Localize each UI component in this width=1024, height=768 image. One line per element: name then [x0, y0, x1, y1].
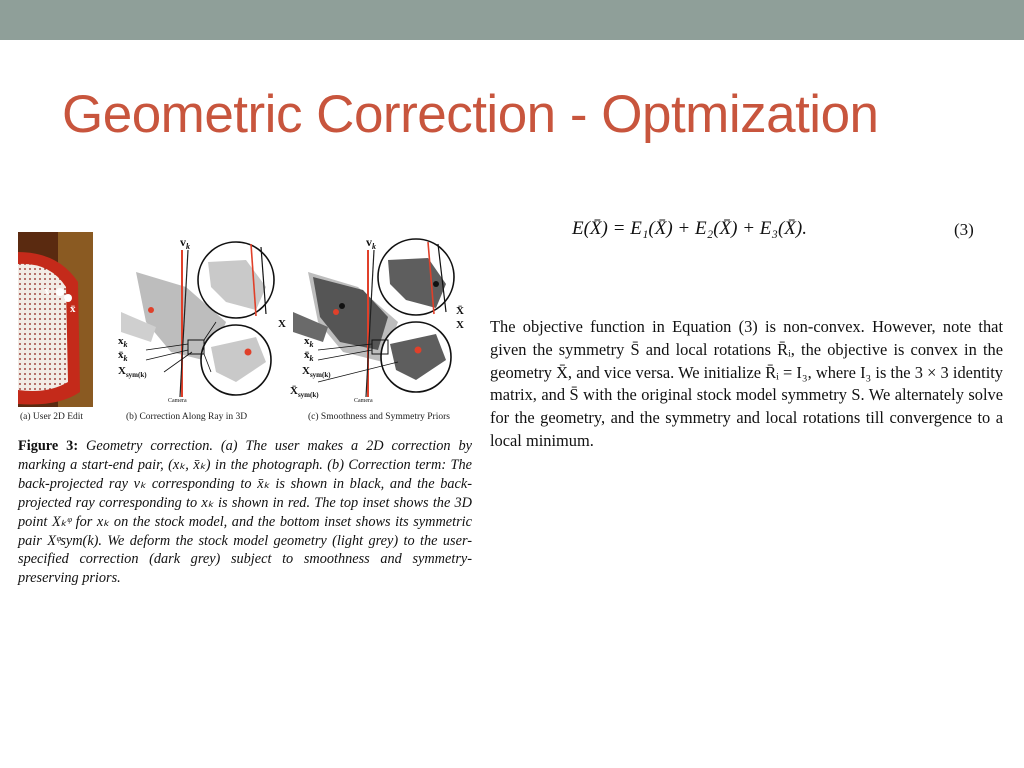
figure-caption — [18, 437, 472, 588]
figure-3 — [18, 232, 478, 432]
slide-title: Geometric Correction - Optmization — [62, 85, 879, 144]
label-vk-c: $v_k$ — [366, 235, 376, 251]
panel-c-caption: (c) Smoothness and Symmetry Priors — [308, 412, 450, 422]
panel-a-label-xbar: x̄ — [70, 303, 76, 315]
label-Xk-c: X — [456, 319, 464, 331]
label-camera-c: Camera — [354, 398, 373, 404]
panel-a-caption: (a) User 2D Edit — [20, 412, 84, 422]
label-camera-b: Camera — [168, 398, 187, 404]
label-xk: $x_k$ — [118, 335, 128, 349]
panel-b-caption: (b) Correction Along Ray in 3D — [126, 412, 248, 422]
equation-3: E(X̄) = E₁(X̄) + E₂(X̄) + E₃(X̄). — [572, 218, 807, 239]
label-xk-c: $x_k$ — [304, 335, 314, 349]
panel-a-photo — [18, 232, 93, 407]
label-xbar-k: $x̄_k$ — [118, 349, 128, 363]
label-Xk-b: X — [278, 318, 286, 330]
label-xbar-k-c: $x̄_k$ — [304, 349, 314, 363]
label-Xbar-k-c: X̄ — [456, 305, 464, 317]
figure-caption-text: Geometry correction. (a) The user makes a 2D correction by marking a start-end pair, (xₖ, x̄ₖ) in the photograph. (b) Correction term: The back-projected ray vₖ corresponding to x̄ₖ is shown in black, and the back-projected ray corresponding to xₖ is shown in red. The top inset shows the 3D point Xₖᵠ for xₖ on the stock model, and the bottom inset shows its symmetric pair Xᵠsym(k). We deform the stock model geometry (light grey) to the user-specified correction (dark grey) subject to smoothness and symmetry-preserving priors. — [18, 438, 472, 587]
panel-b-diagram — [116, 232, 288, 407]
panel-c-diagram — [288, 232, 478, 407]
panel-a-label-xk: x — [44, 285, 50, 297]
top-accent-bar — [0, 0, 1024, 40]
equation-number: (3) — [954, 220, 974, 239]
label-Xsym-c: $X̄_{sym(k)}$ — [290, 385, 319, 399]
figure-caption-label: Figure 3: — [18, 438, 79, 454]
body-paragraph: The objective function in Equation (3) is non-convex. However, note that given the symmetry S̄ and local rotations R̄ᵢ, the objective is convex in the geometry X̄, and vice versa. We initialize R̄ᵢ = I₃, where I₃ is the 3 × 3 identity matrix, and S̄ with the original stock model symmetry S. We alternately solve for the geometry, and the symmetry and local rotations till convergence to a local minimum. — [490, 317, 1003, 450]
label-vk: $v_k$ — [180, 235, 190, 251]
label-xsym-c: $X_{sym(k)}$ — [302, 365, 331, 379]
label-xsym: $X_{sym(k)}$ — [118, 365, 147, 379]
